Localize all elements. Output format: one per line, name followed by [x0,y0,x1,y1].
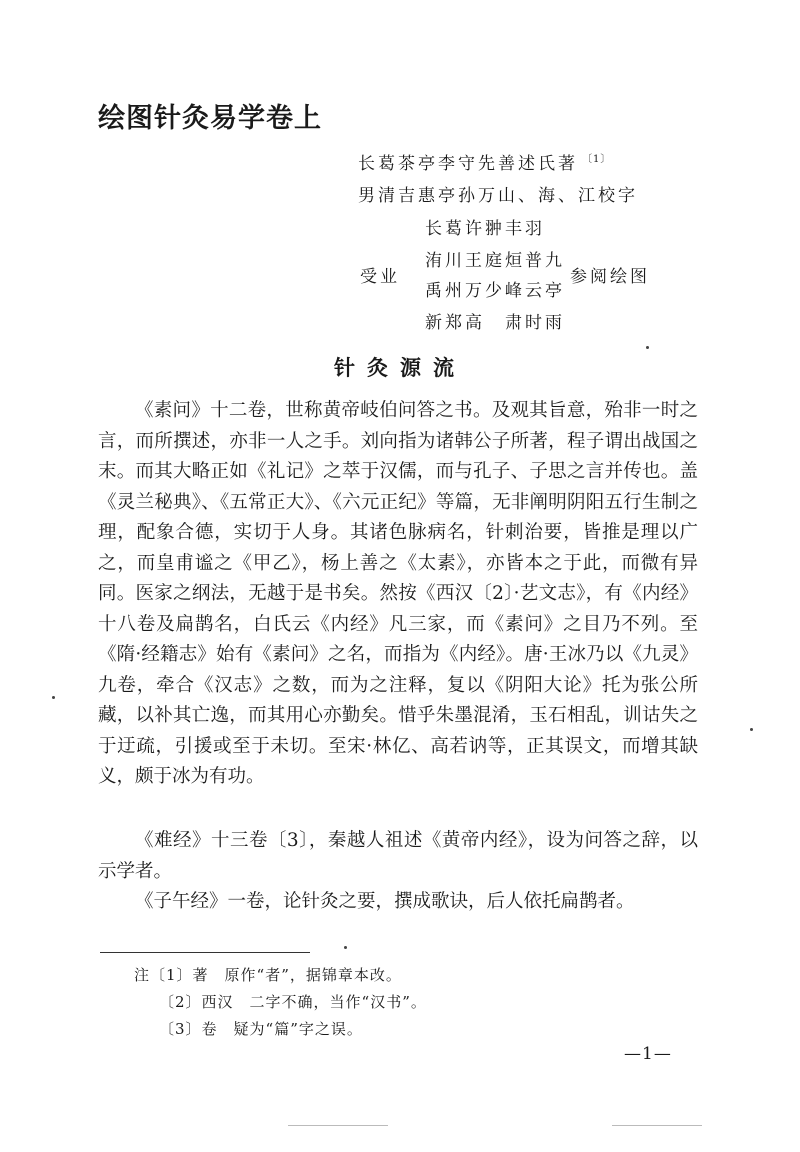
author-credit [358,149,611,174]
paragraph-nanjing: 《难经》十三卷〔3〕，秦越人祖述《黄帝内经》，设为问答之辞，以示学者。 [98,830,698,882]
footnote-1: 注〔1〕著 原作“者”，据锦章本改。 [134,966,402,984]
page-number: —1— [624,1044,672,1064]
editor-credit: 男清吉惠亭孙万山、海、江校字 [358,186,638,206]
scan-speck [344,946,347,949]
disciples-label: 受业 [360,267,400,287]
footnote-divider [100,952,310,953]
footnote-3: 〔3〕卷 疑为“篇”字之误。 [159,1020,363,1038]
participant-3: 新郑高 肃时雨 [425,313,565,333]
section-title: 针灸源流 [334,356,466,380]
paragraph-suwen: 《素问》十二卷，世称黄帝岐伯问答之书。及观其旨意，殆非一时之言，而所撰述，亦非一人之手。刘向指为诸韩公子所著，程子谓出战国之末。而其大略正如《礼记》之萃于汉儒，而与孔子、子思之言并传也。盖《灵兰秘典》、《五常正大》、《六元正纪》等篇，无非阐明阴阳五行生制之理，配象合德，实切于人身。其诸色脉病名，针刺治要，皆推是理以广之，而皇甫谧之《甲乙》，杨上善之《太素》，亦皆本之于此，而微有异同。医家之纲法，无越于是书矣。然按《西汉〔2〕·艺文志》，有《内经》十八卷及扁鹊名，白氏云《内经》凡三家，而《素问》之目乃不列。至《隋·经籍志》始有《素问》之名，而指为《内经》。唐·王冰乃以《九灵》九卷，牵合《汉志》之数，而为之注释，复以《阴阳大论》托为张公所藏，以补其亡逸，而其用心亦勤矣。惜乎朱墨混淆，玉石相乱，训诂失之于迂疏，引援或至于未切。至宋·林亿、高若讷等，正其误文，而增其缺义，颇于冰为有功。 [98,400,698,787]
footnote-2: 〔2〕西汉 二字不确，当作“汉书”。 [159,993,427,1011]
paragraph-ziwujing: 《子午经》一卷，论针灸之要，撰成歌诀，后人依托扁鹊者。 [135,891,635,912]
scan-artifact-line [612,1125,702,1126]
review-illustration-label: 参阅绘图 [570,267,650,287]
author-line: 长葛茶亭李守先善述氏著 [358,154,578,174]
scan-speck [646,346,649,349]
scan-speck [52,696,55,699]
author-footnote-marker: 〔1〕 [582,154,612,166]
scan-speck [750,728,753,731]
participant-2: 禹州万少峰云亭 [425,281,565,301]
editor-credit-second: 长葛许翀丰羽 [425,219,545,239]
participant-1: 洧川王庭烜普九 [425,251,565,271]
book-title: 绘图针灸易学卷上 [98,103,322,134]
scan-artifact-line [288,1125,388,1126]
